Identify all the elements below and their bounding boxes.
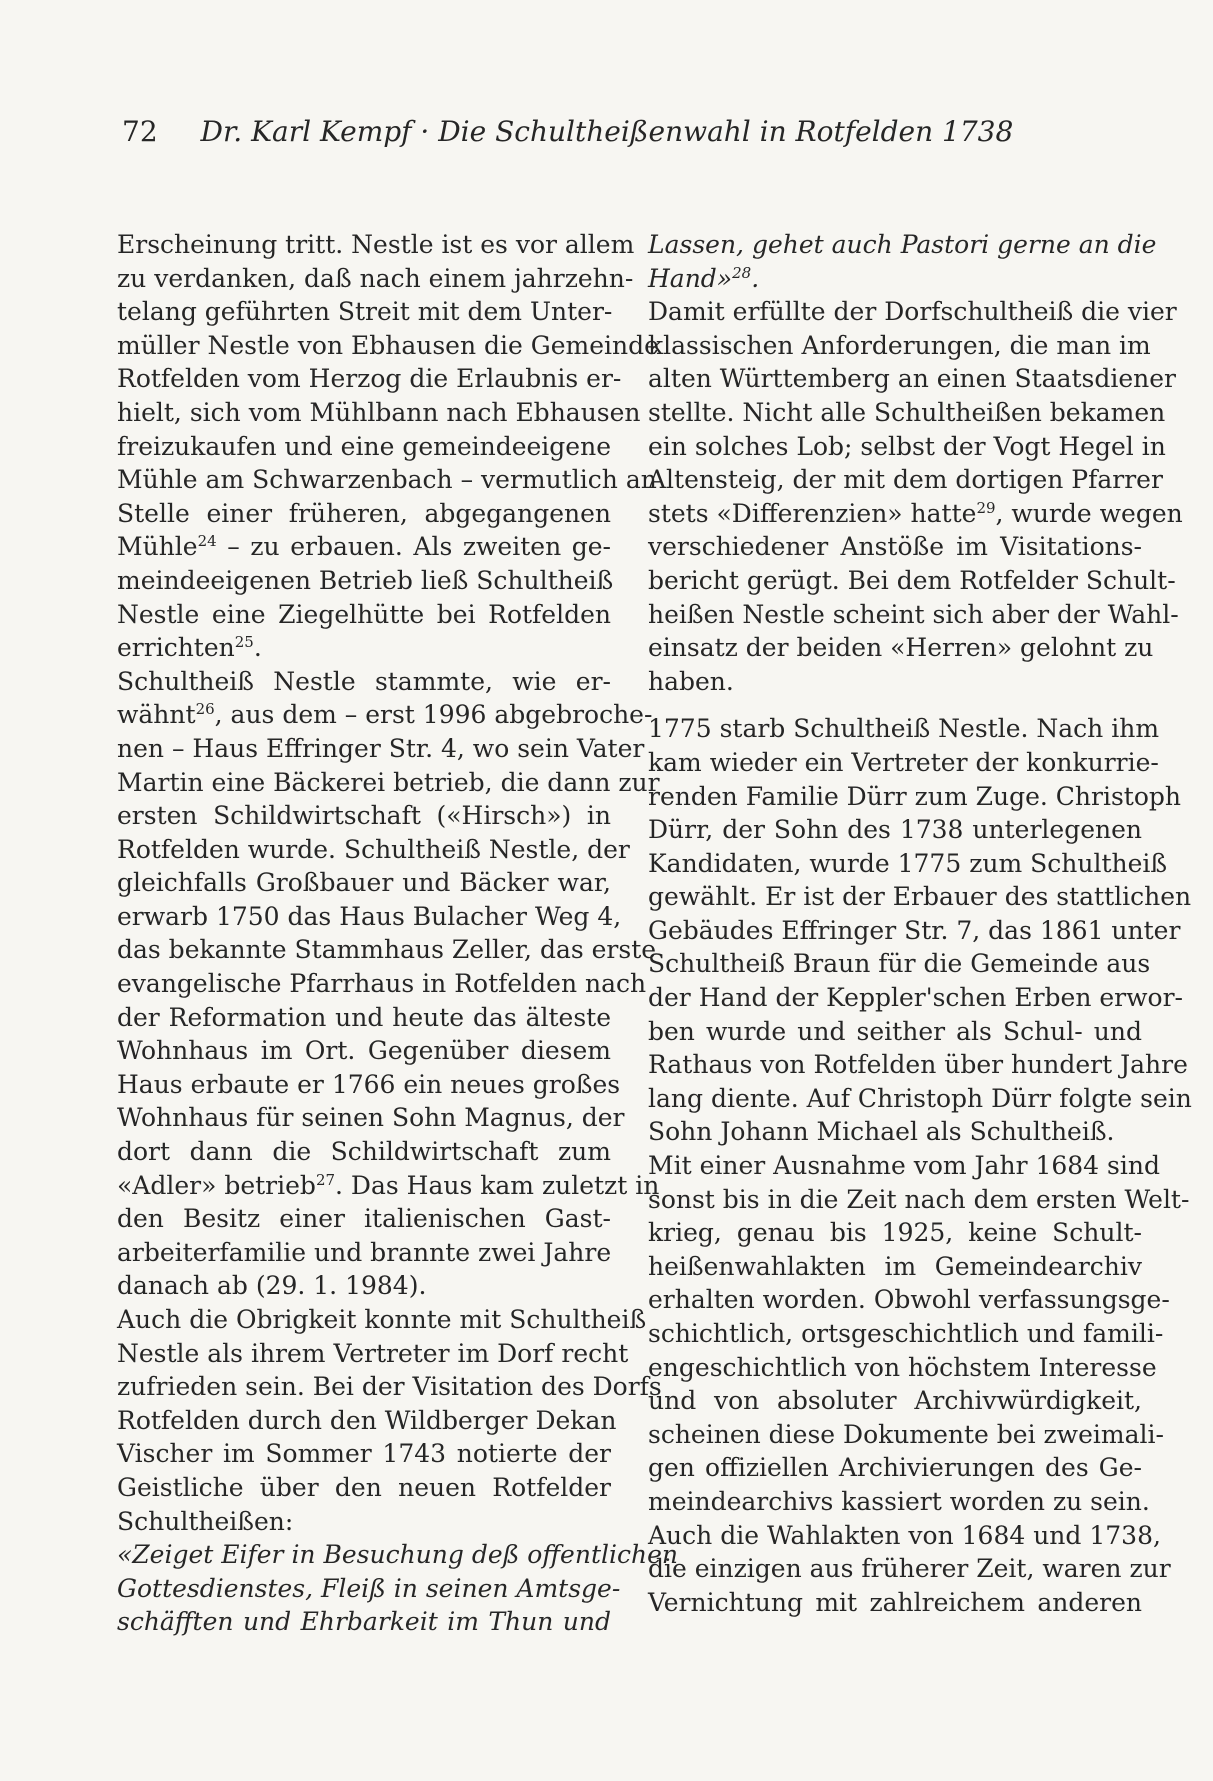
text-line: Nestle als ihrem Vertreter im Dorf recht <box>117 1338 629 1368</box>
text-line: Gebäudes Effringer Str. 7, das 1861 unter <box>648 915 1181 945</box>
text-line: telang geführten Streit mit dem Unter- <box>117 297 613 327</box>
text-line: den Besitz einer italienischen Gast- <box>117 1204 611 1234</box>
text-line: evangelische Pfarrhaus in Rotfelden nach <box>117 969 647 999</box>
text-line: einsatz der beiden «Herren» gelohnt zu <box>648 633 1154 663</box>
text-line: stellte. Nicht alle Schultheißen bekamen <box>648 397 1166 427</box>
text-line: Geistliche über den neuen Rotfelder <box>117 1472 611 1502</box>
text-line: renden Familie Dürr zum Zuge. Christoph <box>648 781 1181 811</box>
page-number: 72 <box>122 115 158 148</box>
text-line: Nestle eine Ziegelhütte bei Rotfelden <box>117 599 611 629</box>
text-line: das bekannte Stammhaus Zeller, das erste <box>117 935 657 965</box>
text-line: Rotfelden durch den Wildberger Dekan <box>117 1405 617 1435</box>
footnote-ref: 29 <box>976 498 996 517</box>
text-line: errichten$^{25}$. <box>117 633 262 663</box>
text-line: ein solches Lob; selbst der Vogt Hegel in <box>648 431 1166 461</box>
text-line: zu verdanken, daß nach einem jahrzehn- <box>117 263 634 293</box>
text-line: gen offiziellen Archivierungen des Ge- <box>648 1453 1142 1483</box>
text-line: 1775 starb Schultheiß Nestle. Nach ihm <box>648 714 1160 744</box>
text-line: scheinen diese Dokumente bei zweimali- <box>648 1419 1164 1449</box>
text-line: hielt, sich vom Mühlbann nach Ebhausen <box>117 397 641 427</box>
text-line: Kandidaten, wurde 1775 zum Schultheiß <box>648 848 1168 878</box>
text-line: kam wieder ein Vertreter der konkurrie- <box>648 747 1159 777</box>
text-line: Mit einer Ausnahme vom Jahr 1684 sind <box>648 1151 1160 1181</box>
text-line: meindearchivs kassiert worden zu sein. <box>648 1486 1150 1516</box>
text-line: Rotfelden vom Herzog die Erlaubnis er- <box>117 364 622 394</box>
paragraph-gap <box>648 698 1142 712</box>
text-line: bericht gerügt. Bei dem Rotfelder Schult- <box>648 565 1176 595</box>
text-line: die einzigen aus früherer Zeit, waren zur <box>648 1554 1171 1584</box>
text-line: Hand»$^{28}$. <box>648 263 760 293</box>
text-line: Schultheißen: <box>117 1506 294 1536</box>
text-line: wähnt$^{26}$, aus dem – erst 1996 abgebroche- <box>117 700 653 730</box>
text-line: ersten Schildwirtschaft («Hirsch») in <box>117 801 611 831</box>
text-line: Erscheinung tritt. Nestle ist es vor allem <box>117 230 635 259</box>
text-line: Rotfelden wurde. Schultheiß Nestle, der <box>117 834 630 864</box>
text-line: freizukaufen und eine gemeindeeigene <box>117 431 611 461</box>
text-line: gleichfalls Großbauer und Bäcker war, <box>117 868 611 898</box>
text-line: Mühle am Schwarzenbach – vermutlich an <box>117 465 657 495</box>
text-line: alten Württemberg an einen Staatsdiener <box>648 364 1177 394</box>
text-line: lang diente. Auf Christoph Dürr folgte sein <box>648 1083 1192 1113</box>
text-line: zufrieden sein. Bei der Visitation des Dorfs <box>117 1372 662 1402</box>
right-text-column <box>648 228 1192 1619</box>
text-line: Martin eine Bäckerei betrieb, die dann zur <box>117 767 660 797</box>
text-line: Wohnhaus für seinen Sohn Magnus, der <box>117 1103 625 1133</box>
running-title: Dr. Karl Kempf · Die Schultheißenwahl in Rotfelden 1738 <box>200 115 1014 148</box>
text-line: Lassen, gehet auch Pastori gerne an die <box>648 230 1157 259</box>
text-line: heißenwahlakten im Gemeindearchiv <box>648 1251 1142 1281</box>
text-line: müller Nestle von Ebhausen die Gemeinde <box>117 330 659 360</box>
text-line: danach ab (29. 1. 1984). <box>117 1271 427 1301</box>
text-line: der Hand der Keppler'schen Erben erwor- <box>648 983 1183 1013</box>
text-line: haben. <box>648 666 734 696</box>
text-line: Auch die Wahlakten von 1684 und 1738, <box>648 1520 1161 1550</box>
text-line: «Adler» betrieb$^{27}$. Das Haus kam zuletzt in <box>117 1170 660 1200</box>
footnote-ref: 27 <box>315 1170 336 1189</box>
text-line: arbeiterfamilie und brannte zwei Jahre <box>117 1237 612 1267</box>
text-line: Mühle$^{24}$ – zu erbauen. Als zweiten ge- <box>117 532 611 562</box>
text-line: schichtlich, ortsgeschichtlich und famili- <box>648 1319 1164 1348</box>
text-line: und von absoluter Archivwürdigkeit, <box>648 1386 1142 1416</box>
text-line: Damit erfüllte der Dorfschultheiß die vier <box>648 297 1177 327</box>
text-line: Altensteig, der mit dem dortigen Pfarrer <box>648 465 1163 495</box>
text-line: stets «Differenzien» hatte$^{29}$, wurde wegen <box>648 498 1183 528</box>
text-line: Wohnhaus im Ort. Gegenüber diesem <box>117 1036 611 1066</box>
text-line: engeschichtlich von höchstem Interesse <box>648 1352 1157 1382</box>
text-line: meindeeigenen Betrieb ließ Schultheiß <box>117 565 614 595</box>
text-line: Rathaus von Rotfelden über hundert Jahre <box>648 1050 1188 1080</box>
text-line: krieg, genau bis 1925, keine Schult- <box>648 1218 1142 1248</box>
text-line: ben wurde und seither als Schul- und <box>648 1016 1142 1046</box>
text-line: erhalten worden. Obwohl verfassungsge- <box>648 1285 1170 1315</box>
footnote-ref: 26 <box>195 700 215 719</box>
text-line: Dürr, der Sohn des 1738 unterlegenen <box>648 815 1142 845</box>
left-text-column <box>117 228 678 1639</box>
text-line: Vischer im Sommer 1743 notierte der <box>117 1439 611 1469</box>
text-line: Stelle einer früheren, abgegangenen <box>117 498 611 528</box>
text-line: «Zeiget Eifer in Besuchung deß offentlichen <box>117 1540 678 1570</box>
text-line: schäfften und Ehrbarkeit im Thun und <box>117 1607 611 1637</box>
text-line: Haus erbaute er 1766 ein neues großes <box>117 1069 621 1099</box>
text-line: Sohn Johann Michael als Schultheiß. <box>648 1117 1115 1147</box>
page-header <box>122 114 1022 150</box>
text-line: heißen Nestle scheint sich aber der Wahl- <box>648 599 1179 629</box>
text-line: erwarb 1750 das Haus Bulacher Weg 4, <box>117 901 622 931</box>
text-line: sonst bis in die Zeit nach dem ersten Welt- <box>648 1184 1190 1214</box>
text-line: Vernichtung mit zahlreichem anderen <box>648 1587 1142 1617</box>
text-line: der Reformation und heute das älteste <box>117 1002 611 1032</box>
text-line: Gottesdienstes, Fleiß in seinen Amtsge- <box>117 1573 621 1603</box>
text-line: dort dann die Schildwirtschaft zum <box>117 1137 611 1167</box>
footnote-ref: 24 <box>197 532 217 551</box>
text-line: klassischen Anforderungen, die man im <box>648 330 1151 360</box>
text-line: verschiedener Anstöße im Visitations- <box>648 532 1142 562</box>
text-line: gewählt. Er ist der Erbauer des stattlichen <box>648 882 1192 912</box>
footnote-ref: 25 <box>234 633 254 652</box>
text-line: Auch die Obrigkeit konnte mit Schultheiß <box>117 1305 647 1334</box>
text-line: nen – Haus Effringer Str. 4, wo sein Vater <box>117 733 645 763</box>
text-line: Schultheiß Nestle stammte, wie er- <box>117 666 611 696</box>
footnote-ref: 28 <box>732 263 752 282</box>
text-line: Schultheiß Braun für die Gemeinde aus <box>648 949 1151 979</box>
